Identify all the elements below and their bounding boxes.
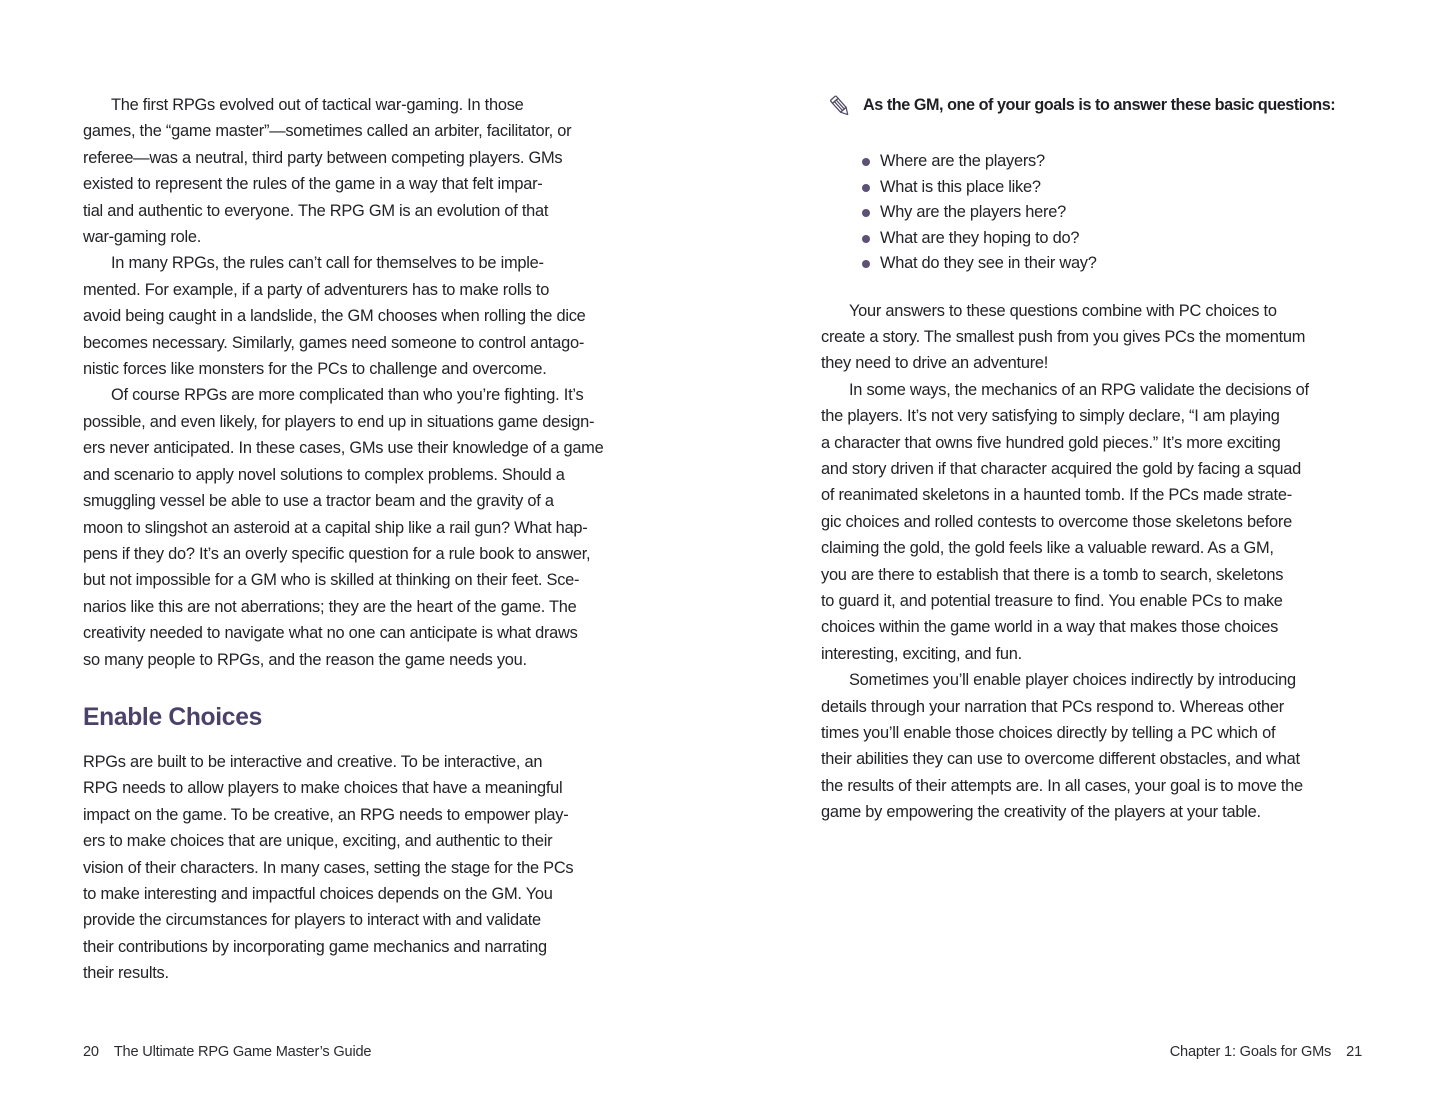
text-line: and story driven if that character acquired the gold by facing a squad <box>821 459 1301 478</box>
text-line: war-gaming role. <box>83 228 202 247</box>
bullet-item <box>862 149 1421 175</box>
text-line: the results of their attempts are. In all cases, your goal is to move the <box>821 776 1303 795</box>
bullet-dot-icon <box>862 260 870 268</box>
text-line: mented. For example, if a party of adventurers has to make rolls to <box>83 280 550 299</box>
text-line: Your answers to these questions combine with PC choices to <box>849 301 1277 320</box>
right-page-footer <box>1170 1042 1362 1062</box>
text-line: claiming the gold, the gold feels like a valuable reward. As a GM, <box>821 539 1274 558</box>
text-line: of reanimated skeletons in a haunted tomb. If the PCs made strate- <box>821 486 1292 505</box>
bullet-dot-icon <box>862 158 870 166</box>
bullet-text: What are they hoping to do? <box>880 228 1080 247</box>
text-line: to guard it, and potential treasure to find. You enable PCs to make <box>821 591 1283 610</box>
text-line: their contributions by incorporating game mechanics and narrating <box>83 937 547 956</box>
text-line: their results. <box>83 964 169 983</box>
text-line: becomes necessary. Similarly, games need someone to control antago- <box>83 333 585 352</box>
bullet-item <box>862 226 1421 252</box>
text-line: games, the “game master”—sometimes called an arbiter, facilitator, or <box>83 122 572 141</box>
text-line: existed to represent the rules of the game in a way that felt impar- <box>83 175 543 194</box>
text-line: the players. It’s not very satisfying to simply declare, “I am playing <box>821 407 1280 426</box>
paragraph <box>83 92 683 250</box>
text-line: impact on the game. To be creative, an RPG needs to empower play- <box>83 805 569 824</box>
text-line: Of course RPGs are more complicated than who you’re fighting. It’s <box>111 386 584 405</box>
text-line: details through your narration that PCs respond to. Whereas other <box>821 697 1284 716</box>
text-line: create a story. The smallest push from you gives PCs the momentum <box>821 327 1306 346</box>
paragraph <box>83 382 683 672</box>
text-line: smuggling vessel be able to use a tractor beam and the gravity of a <box>83 492 554 511</box>
left-page-footer <box>83 1042 371 1062</box>
text-line: Sometimes you’ll enable player choices indirectly by introducing <box>849 671 1296 690</box>
text-line: narios like this are not aberrations; they are the heart of the game. The <box>83 597 577 616</box>
bullet-text: Why are the players here? <box>880 203 1066 221</box>
text-line: choices within the game world in a way that makes those choices <box>821 618 1279 637</box>
text-line: creativity needed to navigate what no one can anticipate is what draws <box>83 624 578 643</box>
text-line: The first RPGs evolved out of tactical war-gaming. In those <box>111 96 524 114</box>
text-line: possible, and even likely, for players to end up in situations game design- <box>83 412 595 431</box>
text-line: nistic forces like monsters for the PCs to challenge and overcome. <box>83 360 547 379</box>
right-page <box>821 92 1421 826</box>
text-line: moon to slingshot an asteroid at a capital ship like a rail gun? What hap- <box>83 518 588 537</box>
book-title: The Ultimate RPG Game Master’s Guide <box>113 1044 372 1060</box>
paragraph <box>83 749 683 987</box>
text-line: but not impossible for a GM who is skilled at thinking on their feet. Sce- <box>83 571 580 590</box>
left-page <box>83 92 683 987</box>
pencil-icon <box>828 93 852 127</box>
bullet-dot-icon <box>862 184 870 192</box>
bullet-item <box>862 200 1421 226</box>
text-line: gic choices and rolled contests to overcome those skeletons before <box>821 512 1292 531</box>
paragraph <box>83 250 683 382</box>
text-line: so many people to RPGs, and the reason the game needs you. <box>83 650 527 669</box>
left-page-body-top <box>83 92 683 673</box>
text-line: times you’ll enable those choices directly by telling a PC which of <box>821 724 1276 742</box>
bullet-item <box>862 175 1421 201</box>
section-heading: Enable Choices <box>83 703 262 731</box>
text-line: tial and authentic to everyone. The RPG GM is an evolution of that <box>83 201 549 220</box>
bullet-dot-icon <box>862 209 870 217</box>
chapter-title: Chapter 1: Goals for GMs <box>1169 1044 1332 1060</box>
text-line: RPGs are built to be interactive and creative. To be interactive, an <box>83 752 543 771</box>
text-line: In some ways, the mechanics of an RPG validate the decisions of <box>849 380 1309 399</box>
text-line: to make interesting and impactful choices depends on the GM. You <box>83 884 553 903</box>
paragraph <box>821 667 1421 825</box>
text-line: referee—was a neutral, third party between competing players. GMs <box>83 148 563 167</box>
bullet-text: What do they see in their way? <box>880 254 1097 272</box>
text-line: avoid being caught in a landslide, the GM chooses when rolling the dice <box>83 307 586 326</box>
text-line: ers never anticipated. In these cases, GMs use their knowledge of a game <box>83 439 604 458</box>
right-page-number: 21 <box>1346 1044 1362 1060</box>
bullet-text: What is this place like? <box>880 177 1041 196</box>
text-line: interesting, exciting, and fun. <box>821 644 1022 663</box>
text-line: RPG needs to allow players to make choices that have a meaningful <box>83 779 563 798</box>
left-page-number: 20 <box>83 1044 99 1060</box>
text-line: and scenario to apply novel solutions to complex problems. Should a <box>83 465 565 484</box>
text-line: vision of their characters. In many cases, setting the stage for the PCs <box>83 858 574 877</box>
text-line: In many RPGs, the rules can’t call for themselves to be imple- <box>111 254 544 273</box>
text-line: they need to drive an adventure! <box>821 354 1049 373</box>
left-page-body-bottom <box>83 749 683 987</box>
gm-goals-callout <box>828 92 1421 127</box>
bullet-text: Where are the players? <box>880 152 1045 170</box>
paragraph <box>821 377 1421 667</box>
bullet-item <box>862 251 1421 277</box>
callout-bullet-list <box>862 149 1421 277</box>
text-line: ers to make choices that are unique, exciting, and authentic to their <box>83 832 553 851</box>
callout-text: As the GM, one of your goals is to answer these basic questions: <box>863 96 1336 114</box>
text-line: a character that owns five hundred gold pieces.” It’s more exciting <box>821 433 1281 452</box>
text-line: game by empowering the creativity of the players at your table. <box>821 803 1261 822</box>
paragraph <box>821 298 1421 377</box>
text-line: their abilities they can use to overcome different obstacles, and what <box>821 750 1300 769</box>
text-line: provide the circumstances for players to interact with and validate <box>83 911 541 930</box>
right-page-body <box>821 298 1421 826</box>
bullet-dot-icon <box>862 235 870 243</box>
text-line: pens if they do? It’s an overly specific question for a rule book to answer, <box>83 544 591 563</box>
text-line: you are there to establish that there is a tomb to search, skeletons <box>821 565 1284 584</box>
